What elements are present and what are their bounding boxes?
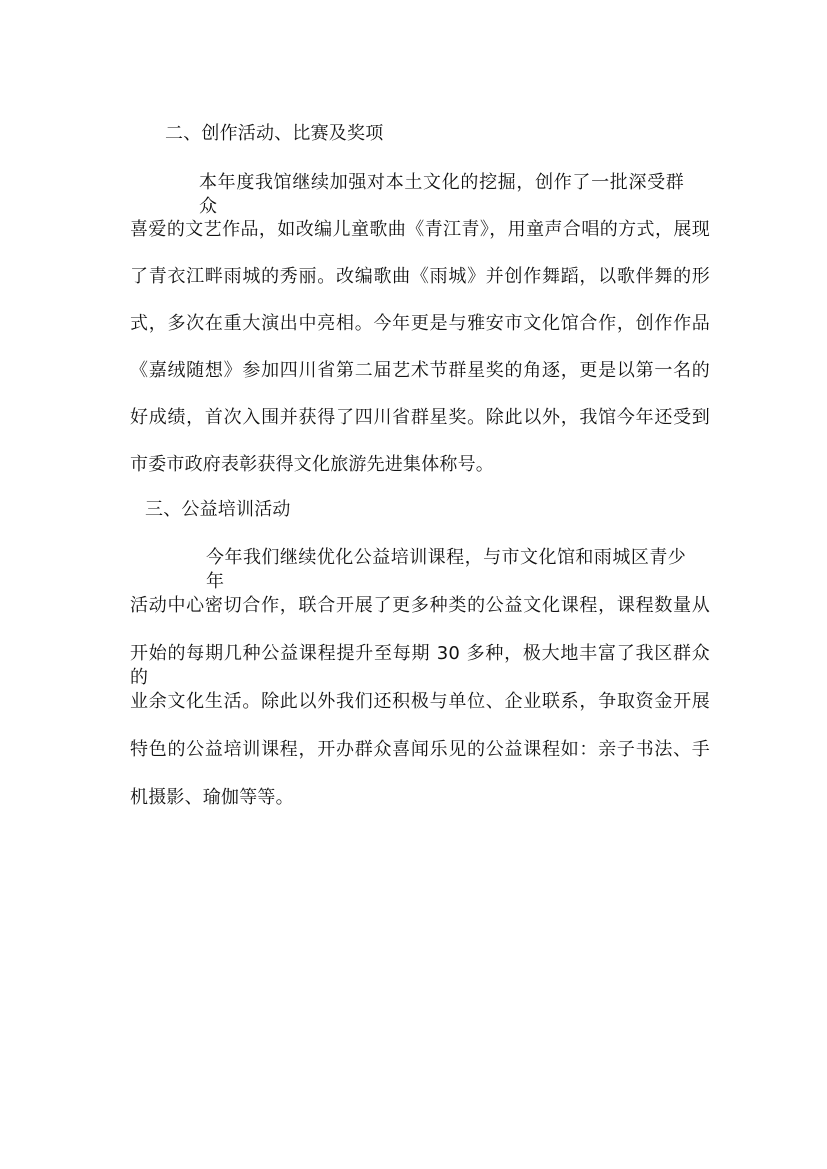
section-heading-public-training: 三、公益培训活动	[145, 499, 291, 520]
paragraph-line: 好成绩，首次入围并获得了四川省群星奖。除此以外，我馆今年还受到	[130, 407, 710, 428]
paragraph-line: 业余文化生活。除此以外我们还积极与单位、企业联系，争取资金开展	[130, 691, 710, 712]
paragraph-line: 机摄影、瑜伽等等。	[130, 787, 294, 808]
paragraph-line: 市委市政府表彰获得文化旅游先进集体称号。	[130, 454, 494, 475]
paragraph-line: 式，多次在重大演出中亮相。今年更是与雅安市文化馆合作，创作作品	[130, 313, 710, 334]
paragraph-line: 《嘉绒随想》参加四川省第二届艺术节群星奖的角逐，更是以第一名的	[130, 360, 710, 381]
paragraph-line: 开始的每期几种公益课程提升至每期 30 多种，极大地丰富了我区群众的	[130, 643, 710, 688]
paragraph-line: 今年我们继续优化公益培训课程，与市文化馆和雨城区青少年	[206, 547, 686, 592]
paragraph-line: 本年度我馆继续加强对本土文化的挖掘，创作了一批深受群众	[199, 172, 684, 217]
paragraph-line: 特色的公益培训课程，开办群众喜闻乐见的公益课程如：亲子书法、手	[130, 739, 710, 760]
paragraph-line: 活动中心密切合作，联合开展了更多种类的公益文化课程，课程数量从	[130, 595, 710, 616]
paragraph-line: 喜爱的文艺作品，如改编儿童歌曲《青江青》，用童声合唱的方式，展现	[130, 219, 710, 240]
section-heading-creative-activities: 二、创作活动、比赛及奖项	[165, 123, 384, 144]
paragraph-line: 了青衣江畔雨城的秀丽。改编歌曲《雨城》并创作舞蹈，以歌伴舞的形	[130, 266, 710, 287]
